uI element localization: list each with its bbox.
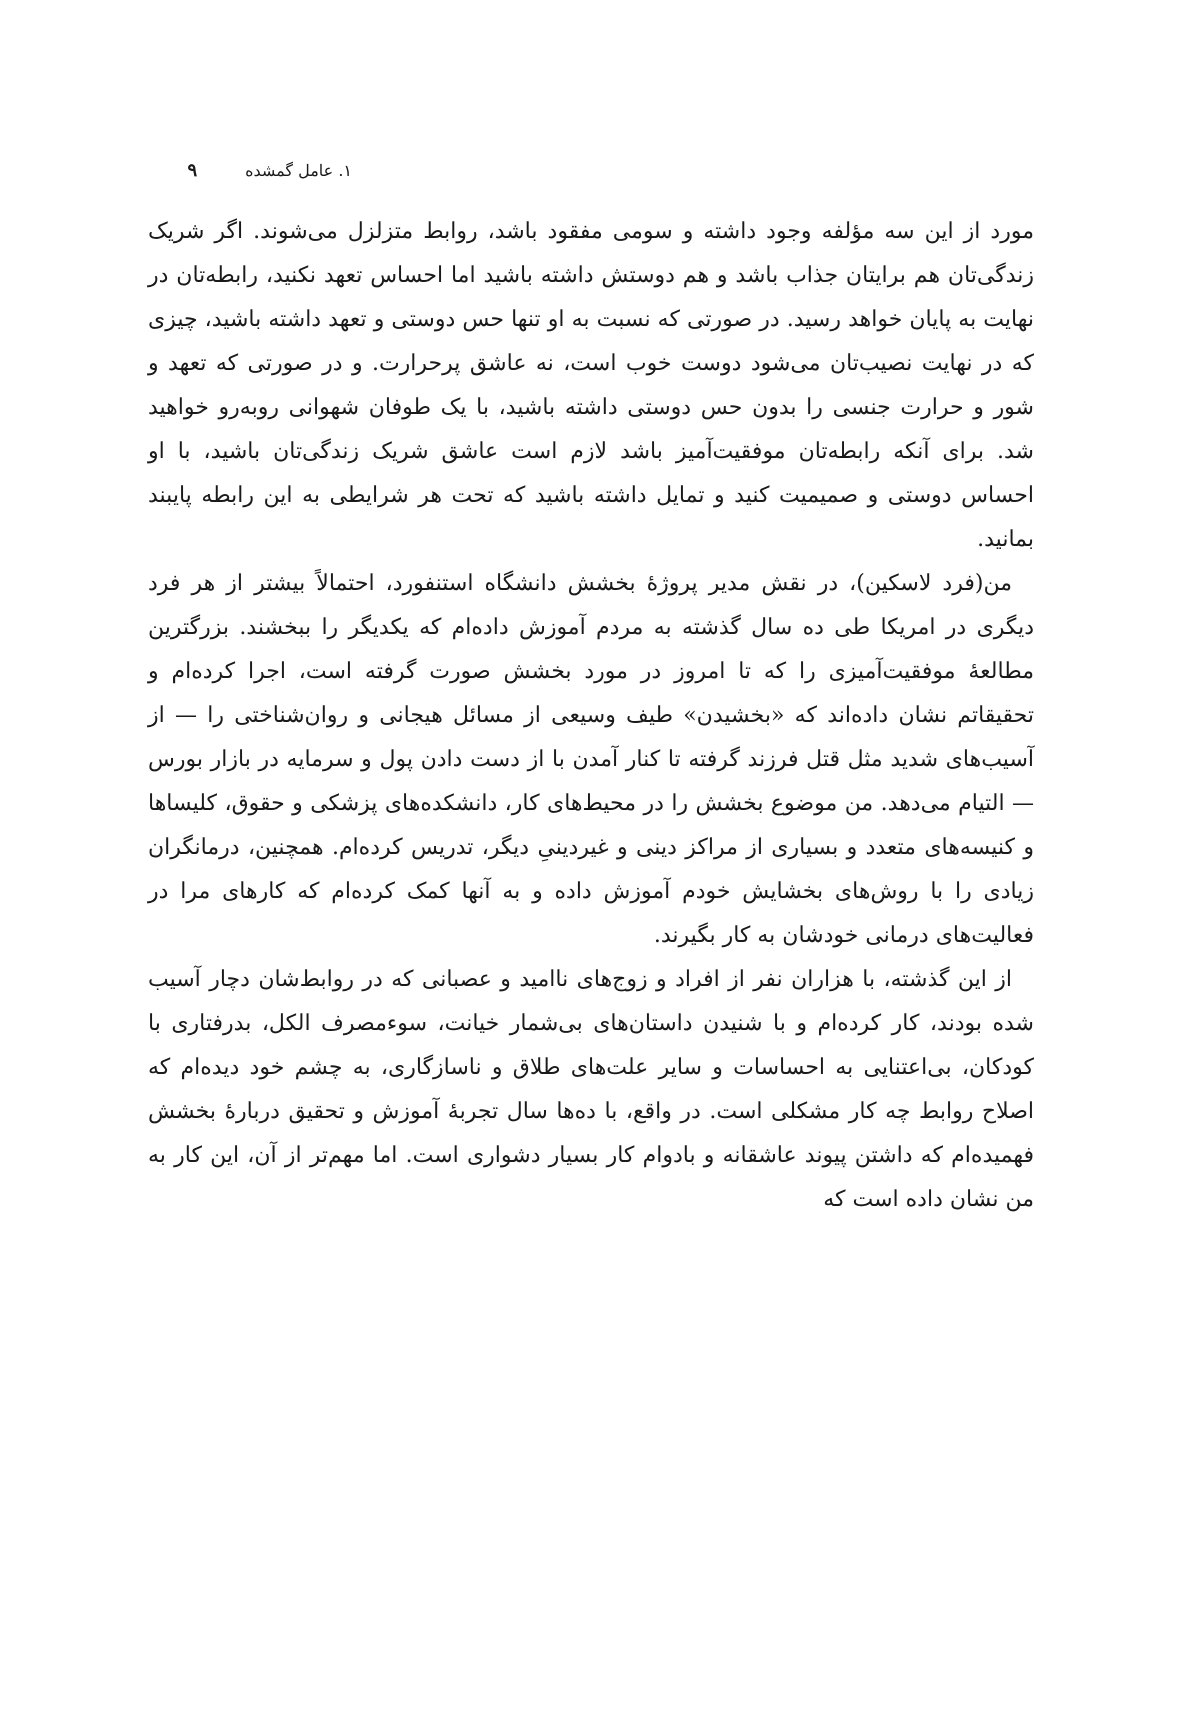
- running-header: [172, 150, 352, 190]
- paragraph: مورد از این سه مؤلفه وجود داشته و سومی مفقود باشد، روابط متزلزل می‌شوند. اگر شریک زندگی‌تان هم برایتان جذاب باشد و هم دوستش داشته باشید اما احساس تعهد نکنید، رابطه‌تان در نهایت به پایان خواهد رسید. در صورتی که نسبت به او تنها حس دوستی و تعهد داشته باشید، چیزی که در نهایت نصیب‌تان می‌شود دوست خوب است، نه عاشق پرحرارت. و در صورتی که تعهد و شور و حرارت جنسی را بدون حس دوستی داشته باشید، با یک طوفان شهوانی روبه‌رو خواهید شد. برای آنکه رابطه‌تان موفقیت‌آمیز باشد لازم است عاشق شریک زندگی‌تان باشید، با او احساس دوستی و صمیمیت کنید و تمایل داشته باشید که تحت هر شرایطی به این رابطه پایبند بمانید.: [148, 219, 1034, 552]
- paragraph: از این گذشته، با هزاران نفر از افراد و زوج‌های ناامید و عصبانی که در روابط‌شان دچار آسیب شده بودند، کار کرده‌ام و با شنیدن داستان‌های بی‌شمار خیانت، سوءمصرف الکل، بدرفتاری با کودکان، بی‌اعتنایی به احساسات و سایر علت‌های طلاق و ناسازگاری، به چشم خود دیده‌ام که اصلاح روابط چه کار مشکلی است. در واقع، با ده‌ها سال تجربهٔ آموزش و تحقیق دربارهٔ بخشش فهمیده‌ام که داشتن پیوند عاشقانه و بادوام کار بسیار دشواری است. اما مهم‌تر از آن، این کار به من نشان داده است که: [148, 967, 1035, 1212]
- chapter-title: ۱. عامل گمشده: [245, 160, 352, 180]
- body-text: [148, 210, 1034, 1222]
- paragraph: من(فرد لاسکین)، در نقش مدیر پروژهٔ بخشش دانشگاه استنفورد، احتمالاً بیشتر از هر فرد دیگری در امریکا طی ده سال گذشته به مردم آموزش داده‌ام که یکدیگر را ببخشند. بزرگترین مطالعهٔ موفقیت‌آمیزی را که تا امروز در مورد بخشش صورت گرفته است، اجرا کرده‌ام و تحقیقاتم نشان داده‌اند که «بخشیدن» طیف وسیعی از مسائل هیجانی و روان‌شناختی را — از آسیب‌های شدید مثل قتل فرزند گرفته تا کنار آمدن با از دست دادن پول و سرمایه در بازار بورس — التیام می‌دهد. من موضوع بخشش را در محیط‌های کار، دانشکده‌های پزشکی و حقوق، کلیساها و کنیسه‌های متعدد و بسیاری از مراکز دینی و غیردینیِ دیگر، تدریس کرده‌ام. همچنین، درمانگران زیادی را با روش‌های بخشایش خودم آموزش داده و به آنها کمک کرده‌ام که کارهای مرا در فعالیت‌های درمانی خودشان به کار بگیرند.: [148, 571, 1035, 948]
- page-number: ۹: [187, 159, 198, 181]
